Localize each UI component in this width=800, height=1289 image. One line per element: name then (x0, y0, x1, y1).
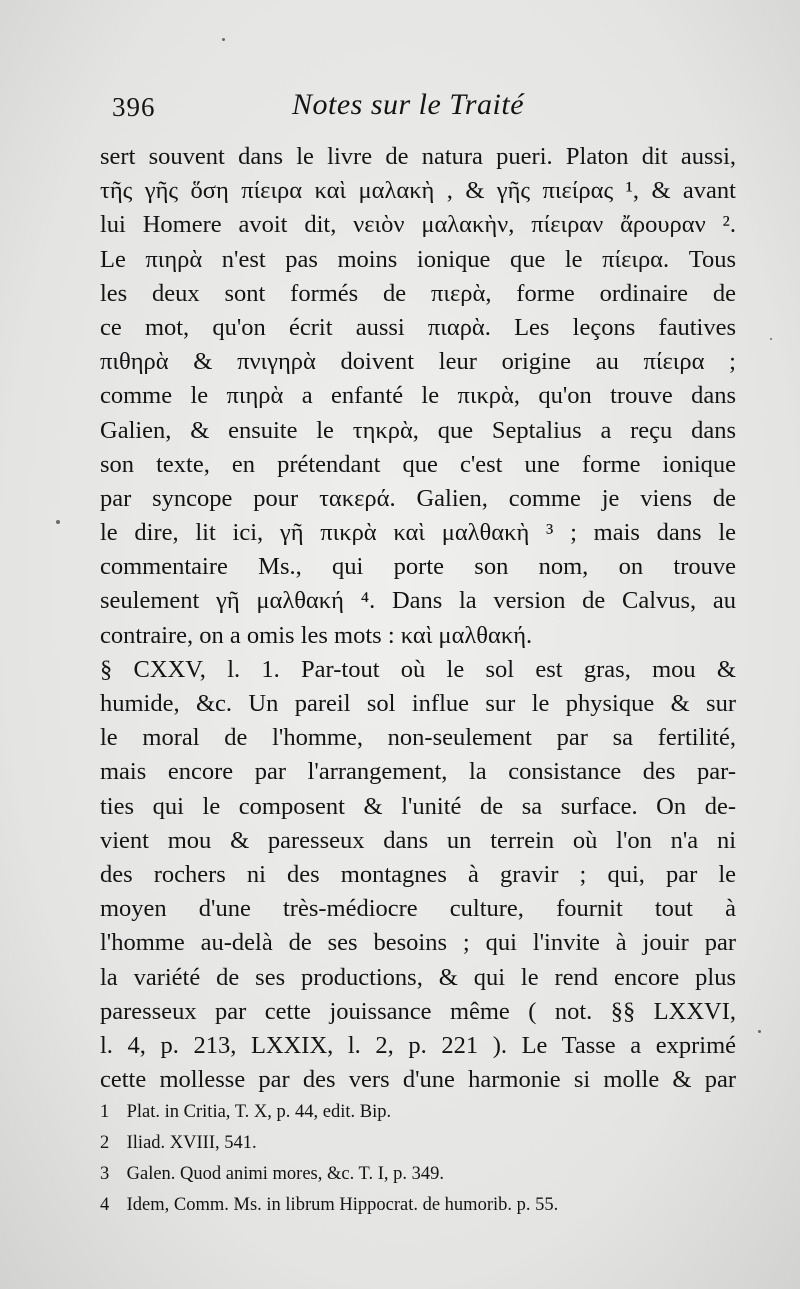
text-line: ce mot, qu'on écrit aussi πιαρὰ. Les leçons fautives (100, 313, 736, 341)
text-line: paresseux par cette jouissance même ( not. §§ LXXVI, (100, 997, 736, 1025)
text-line: contraire, on a omis les mots : καὶ μαλθακή. (100, 621, 533, 649)
text-line: l. 4, p. 213, LXXIX, l. 2, p. 221 ). Le Tasse a exprimé (100, 1031, 736, 1059)
text-line: moyen d'une très-médiocre culture, fournit tout à (100, 895, 736, 923)
footnote-text: Plat. in Critia, T. X, p. 44, edit. Bip. (126, 1102, 392, 1122)
text-line: τῆς γῆς ὅση πίειρα καὶ μαλακὴ , & γῆς πιείρας ¹, & avant (100, 177, 736, 205)
text-line: humide, &c. Un pareil sol influe sur le physique & sur (100, 690, 736, 717)
text-line: Galien, & ensuite le τηκρὰ, que Septalius a reçu dans (100, 416, 736, 444)
text-line: Le πιηρὰ n'est pas moins ionique que le πίειρα. Tous (100, 245, 736, 273)
footnote-number: 2 (100, 1133, 110, 1153)
text-line: la variété de ses productions, & qui le rend encore plus (100, 963, 736, 991)
footnote (100, 1097, 740, 1128)
text-line: comme le πιηρὰ a enfanté le πικρὰ, qu'on trouve dans (100, 382, 736, 410)
footnote-text: Idem, Comm. Ms. in librum Hippocrat. de humorib. p. 55. (126, 1195, 559, 1215)
text-line: l'homme au-delà de ses besoins ; qui l'invite à jouir par (100, 929, 736, 957)
text-line: seulement γῆ μαλθακή ⁴. Dans la version de Calvus, au (100, 587, 736, 615)
running-title: Notes sur le Traité (292, 88, 525, 121)
footnote (100, 1190, 740, 1221)
footnote-number: 1 (100, 1102, 110, 1122)
paper-speck (56, 520, 60, 524)
text-line: le dire, lit ici, γῆ πικρὰ καὶ μαλθακὴ ³ ; mais dans le (100, 519, 736, 547)
footnote (100, 1128, 740, 1159)
text-line: des rochers ni des montagnes à gravir ; qui, par le (100, 860, 736, 888)
paper-speck (770, 338, 772, 340)
text-line: le moral de l'homme, non-seulement par sa fertilité, (100, 724, 736, 752)
text-line: § CXXV, l. 1. Par-tout où le sol est gras, mou & (100, 655, 736, 683)
text-line: sert souvent dans le livre de natura pueri. Platon dit aussi, (100, 143, 736, 170)
text-line: son texte, en prétendant que c'est une forme ionique (100, 450, 736, 478)
footnotes (100, 1097, 740, 1221)
text-line: mais encore par l'arrangement, la consistance des par- (100, 758, 736, 786)
footnote-number: 4 (100, 1195, 110, 1215)
paper-speck (222, 38, 225, 41)
text-line: lui Homere avoit dit, νειὸν μαλακὴν, πίειραν ἄρουραν ². (100, 211, 736, 239)
footnote-number: 3 (100, 1164, 110, 1184)
footnote-text: Galen. Quod animi mores, &c. T. I, p. 349. (126, 1164, 444, 1184)
paper-speck (758, 1030, 761, 1033)
text-line: ties qui le composent & l'unité de sa surface. On de- (100, 792, 736, 820)
footnote (100, 1159, 740, 1190)
footnote-text: Iliad. XVIII, 541. (126, 1133, 257, 1153)
text-line: les deux sont formés de πιερὰ, forme ordinaire de (100, 279, 736, 307)
text-line: cette mollesse par des vers d'une harmonie si molle & par (100, 1066, 736, 1094)
page-number: 396 (112, 92, 156, 122)
text-line: commentaire Ms., qui porte son nom, on trouve (100, 553, 736, 581)
text-line: vient mou & paresseux dans un terrein où l'on n'a ni (100, 826, 736, 854)
text-line: par syncope pour τακερά. Galien, comme je viens de (100, 484, 736, 512)
body-text (100, 140, 736, 1097)
text-line: πιθηρὰ & πνιγηρὰ doivent leur origine au πίειρα ; (100, 348, 736, 376)
page-header (100, 88, 740, 128)
